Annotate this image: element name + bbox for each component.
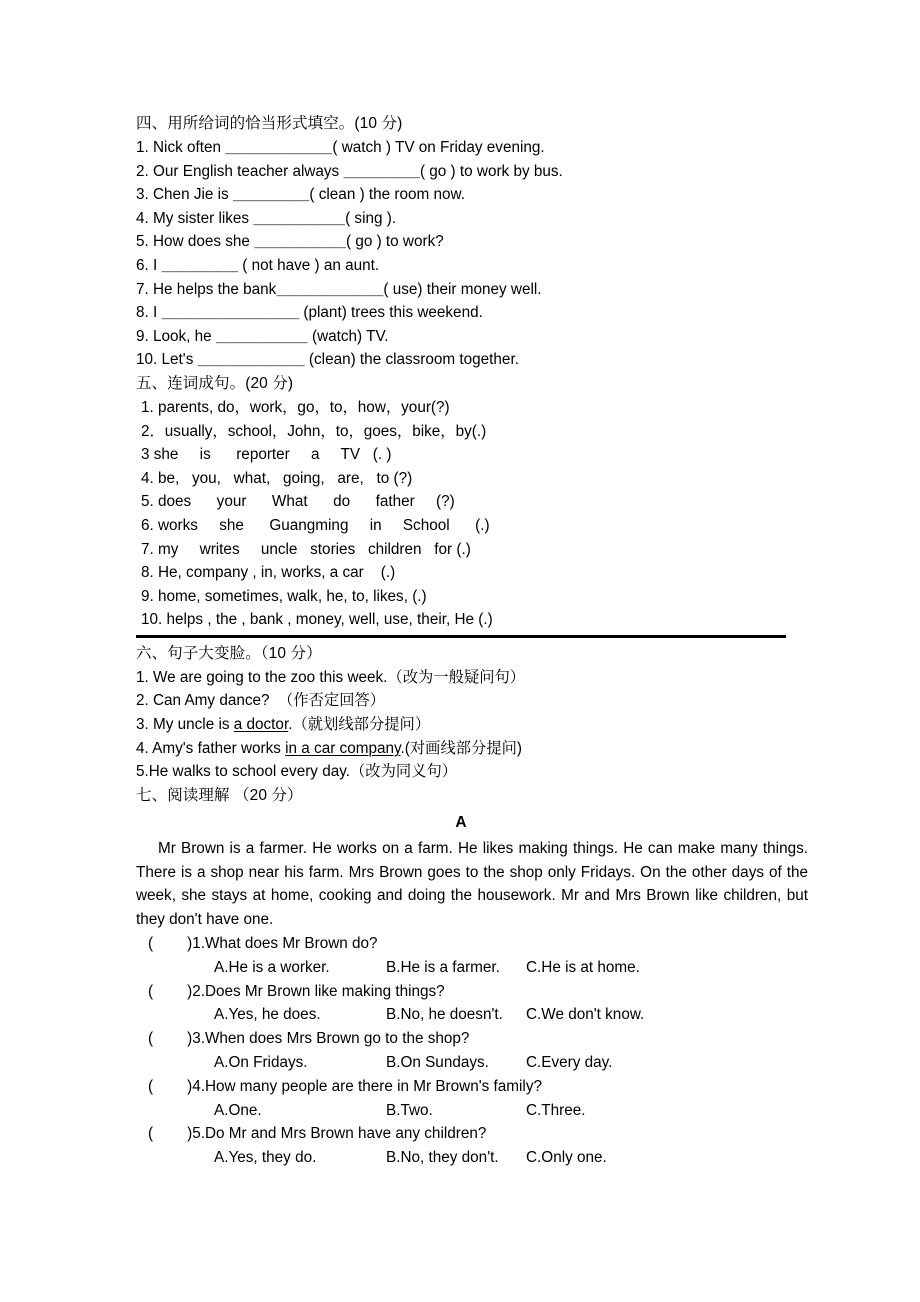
section-6-item-4 <box>136 737 808 761</box>
mc-q3-option-c[interactable]: C.Every day. <box>526 1054 613 1072</box>
section-6-item-5 <box>136 760 808 784</box>
section-6-item-3 <box>136 713 808 737</box>
reading-passage <box>136 837 808 932</box>
section-4-item-3: 3. Chen Jie is ＿＿＿＿＿( clean ) the room now. <box>136 186 466 204</box>
section-5-item-5: 5. does your What do father (?) <box>141 493 455 511</box>
mc-q2-option-a[interactable]: A.Yes, he does. <box>214 1006 321 1024</box>
section-6-heading: 六、句子大变脸。（10 分） <box>136 644 322 662</box>
section-divider-rule <box>136 635 786 638</box>
section-6-item-1-text: 1. We are going to the zoo this week.（改为一般疑问句） <box>136 668 526 686</box>
mc-question-5-options <box>136 1146 808 1170</box>
section-4-item-6: 6. I ＿＿＿＿＿ ( not have ) an aunt. <box>136 256 380 274</box>
mc-q5-option-c[interactable]: C.Only one. <box>526 1149 607 1167</box>
section-6-item-4-underlined: in a car company <box>285 739 401 757</box>
mc-question-4-options <box>136 1099 808 1123</box>
section-6-item-3-suffix: .（就划线部分提问） <box>288 716 431 734</box>
section-4-item-8: 8. I ＿＿＿＿＿＿＿＿＿ (plant) trees this weekend. <box>136 304 483 322</box>
section-6-item-5-text: 5.He walks to school every day.（改为同义句） <box>136 763 458 781</box>
mc-q4-option-b[interactable]: B.Two. <box>386 1101 433 1119</box>
mc-question-4-stem: ( )4.How many people are there in Mr Brown's family? <box>148 1077 542 1095</box>
section-5-item-8: 8. He, company , in, works, a car (.) <box>141 564 396 582</box>
section-4-item-4: 4. My sister likes ＿＿＿＿＿＿( sing ). <box>136 209 397 227</box>
mc-q3-option-a[interactable]: A.On Fridays. <box>214 1054 308 1072</box>
mc-q4-option-a[interactable]: A.One. <box>214 1101 262 1119</box>
section-5-item-4: 4. be, you, what, going, are, to (?) <box>141 469 413 487</box>
passage-label-a: A <box>455 813 467 831</box>
mc-q2-option-b[interactable]: B.No, he doesn't. <box>386 1006 503 1024</box>
section-6-item-4-prefix: 4. Amy's father works <box>136 739 286 757</box>
section-6-item-3-prefix: 3. My uncle is <box>136 716 234 734</box>
section-4-item-7: 7. He helps the bank＿＿＿＿＿＿＿( use) their money well. <box>136 280 542 298</box>
section-4-item-10: 10. Let's ＿＿＿＿＿＿＿ (clean) the classroom together. <box>136 351 519 369</box>
section-6-item-4-suffix: .(对画线部分提问) <box>400 739 523 757</box>
mc-question-3-options <box>136 1051 808 1075</box>
section-5-heading: 五、连词成句。(20 分) <box>136 374 294 392</box>
section-6-item-2 <box>136 689 808 713</box>
section-4-heading: 四、用所给词的恰当形式填空。(10 分) <box>136 115 403 132</box>
mc-question-2-options <box>136 1003 808 1027</box>
mc-q2-option-c[interactable]: C.We don't know. <box>526 1006 645 1024</box>
section-5-item-6: 6. works she Guangming in School (.) <box>141 516 490 534</box>
mc-q5-option-a[interactable]: A.Yes, they do. <box>214 1149 317 1167</box>
section-6-item-1 <box>136 666 808 690</box>
mc-q3-option-b[interactable]: B.On Sundays. <box>386 1054 489 1072</box>
passage-text: Mr Brown is a farmer. He works on a farm. He likes making things. He can make many things. There is a shop near his farm. Mrs Brown goes to the shop only Fridays. On the other days of the week, she stays at home, cooking and doing the housework. Mr and Mrs Brown like children, but they don't have one. <box>136 839 808 929</box>
mc-q1-option-a[interactable]: A.He is a worker. <box>214 958 330 976</box>
section-7-heading: 七、阅读理解 （20 分） <box>136 786 303 804</box>
mc-q4-option-c[interactable]: C.Three. <box>526 1101 586 1119</box>
section-5-item-3: 3 she is reporter a TV (. ) <box>141 446 392 464</box>
mc-question-2-stem: ( )2.Does Mr Brown like making things? <box>148 982 445 1000</box>
section-5-item-7: 7. my writes uncle stories children for (.) <box>141 540 471 558</box>
section-6-item-3-underlined: a doctor <box>233 716 289 734</box>
section-6-item-2-text: 2. Can Amy dance? （作否定回答） <box>136 692 386 710</box>
mc-q5-option-b[interactable]: B.No, they don't. <box>386 1149 499 1167</box>
section-4-item-5: 5. How does she ＿＿＿＿＿＿( go ) to work? <box>136 233 444 251</box>
mc-q1-option-b[interactable]: B.He is a farmer. <box>386 958 500 976</box>
section-5-item-2: 2．usually，school，John，to，goes，bike，by(.) <box>141 422 487 440</box>
section-5-item-9: 9. home, sometimes, walk, he, to, likes, (.) <box>141 587 427 605</box>
mc-question-3-stem: ( )3.When does Mrs Brown go to the shop? <box>148 1030 470 1048</box>
mc-question-1-options <box>136 956 808 980</box>
worksheet-content <box>136 112 808 1170</box>
section-5-item-10: 10. helps , the , bank , money, well, use, their, He (.) <box>141 611 493 629</box>
section-5-item-1: 1. parents, do，work，go，to，how，your(?) <box>141 398 450 416</box>
section-4-item-1: 1. Nick often ＿＿＿＿＿＿＿( watch ) TV on Friday evening. <box>136 139 545 156</box>
mc-question-1-stem: ( )1.What does Mr Brown do? <box>148 935 378 953</box>
section-4-item-2: 2. Our English teacher always ＿＿＿＿＿( go ) to work by bus. <box>136 162 563 180</box>
section-4-item-9: 9. Look, he ＿＿＿＿＿＿ (watch) TV. <box>136 327 389 345</box>
mc-q1-option-c[interactable]: C.He is at home. <box>526 958 640 976</box>
mc-question-5-stem: ( )5.Do Mr and Mrs Brown have any children? <box>148 1125 487 1143</box>
